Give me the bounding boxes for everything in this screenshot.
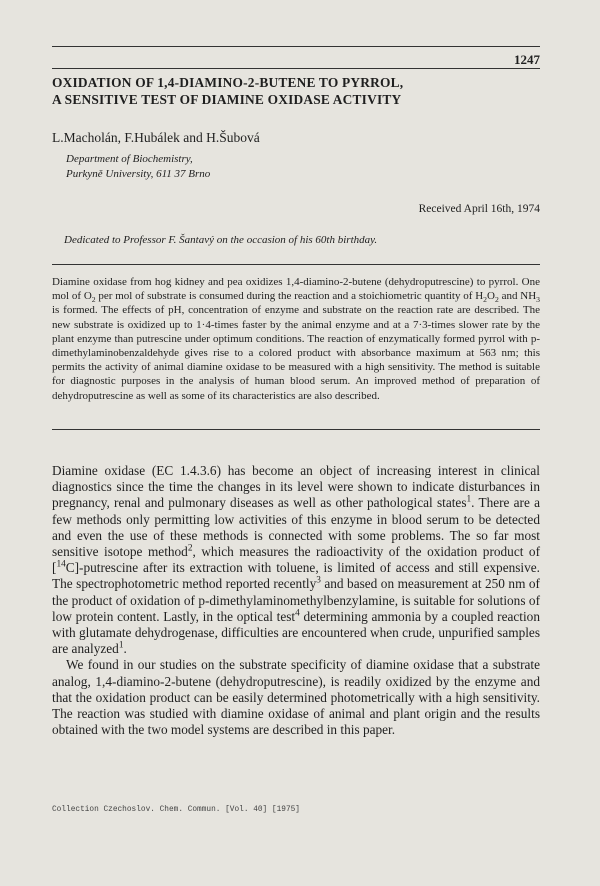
affiliation-line-1: Department of Biochemistry,: [66, 153, 193, 165]
article-title: [52, 74, 403, 108]
received-date: Received April 16th, 1974: [418, 203, 540, 215]
page-number: 1247: [514, 52, 540, 67]
title-line-2: A SENSITIVE TEST OF DIAMINE OXIDASE ACTIVITY: [52, 92, 402, 107]
header-rule: [52, 68, 540, 69]
journal-citation: Collection Czechoslov. Chem. Commun. [Vol. 40] [1975]: [52, 806, 300, 814]
paragraph-1: Diamine oxidase (EC 1.4.3.6) has become an object of increasing interest in clinical diagnostics since the time the changes in its level were shown to indicate disturbances in pregnancy, renal and pulmonary diseases as well as other pathological states$^1$. There are a few methods only permitting low activities of this enzyme in blood serum to be detected and even the use of these methods is connected with some problems. The so far most sensitive isotope method$^2$, which measures the radioactivity of the oxidation product of [$^{14}$C]-putrescine after its extraction with toluene, is limited of access and still expensive. The spectrophotometric method reported recently$^3$ and based on measurement at 250 nm of the product of oxidation of p-dimethylaminomethylbenzylamine, is suitable for solutions of low protein content. Lastly, in the optical test$^4$ determining ammonia by a coupled reaction with glutamate dehydrogenase, difficulties are encountered when crude, unpurified samples are analyzed$^1$.: [52, 463, 540, 657]
abstract: Diamine oxidase from hog kidney and pea oxidizes 1,4-diamino-2-butene (dehydroputrescine) to pyrrol. One mol of $O_2$ per mol of substrate is consumed during the reaction and a stoichiometric quantity of $H_2O_2$ and $NH_3$ is formed. The effects of pH, concentration of enzyme and substrate on the reaction rate are described. The new substrate is oxidized up to 1·4-times faster by the animal enzyme and at a 7·3-times slower rate by the plant enzyme than putrescine under optimum conditions. The reaction of enzymatically formed pyrrol with p-dimethylaminobenzaldehyde gives rise to a colored product with absorbance maximum at 563 nm; this permits the activity of animal diamine oxidase to be measured with a high sensitivity. The method is suitable for diagnostic purposes in the analysis of human blood serum. An improved method of preparation of dehydroputrescine as well as some of its characteristics are also described.: [52, 276, 540, 402]
affiliation-line-2: Purkyně University, 611 37 Brno: [66, 168, 211, 180]
abstract-top-rule: [52, 264, 540, 265]
dedication: Dedicated to Professor F. Šantavý on the occasion of his 60th birthday.: [64, 234, 378, 246]
abstract-bottom-rule: [52, 429, 540, 430]
authors: L.Macholán, F.Hubálek and H.Šubová: [52, 130, 260, 145]
affiliation: [66, 152, 210, 182]
title-line-1: OXIDATION OF 1,4-DIAMINO-2-BUTENE TO PYRROL,: [52, 75, 404, 90]
body-text: [52, 463, 540, 738]
paragraph-2: We found in our studies on the substrate specificity of diamine oxidase that a substrate analog, 1,4-diamino-2-butene (dehydroputrescine), is readily oxidized by the enzyme and that the oxidation product can be easily determined photometrically with a high sensitivity. The reaction was studied with diamine oxidase of animal and plant origin and the results obtained with the two model systems are described in this paper.: [52, 657, 540, 738]
top-rule: [52, 46, 540, 47]
